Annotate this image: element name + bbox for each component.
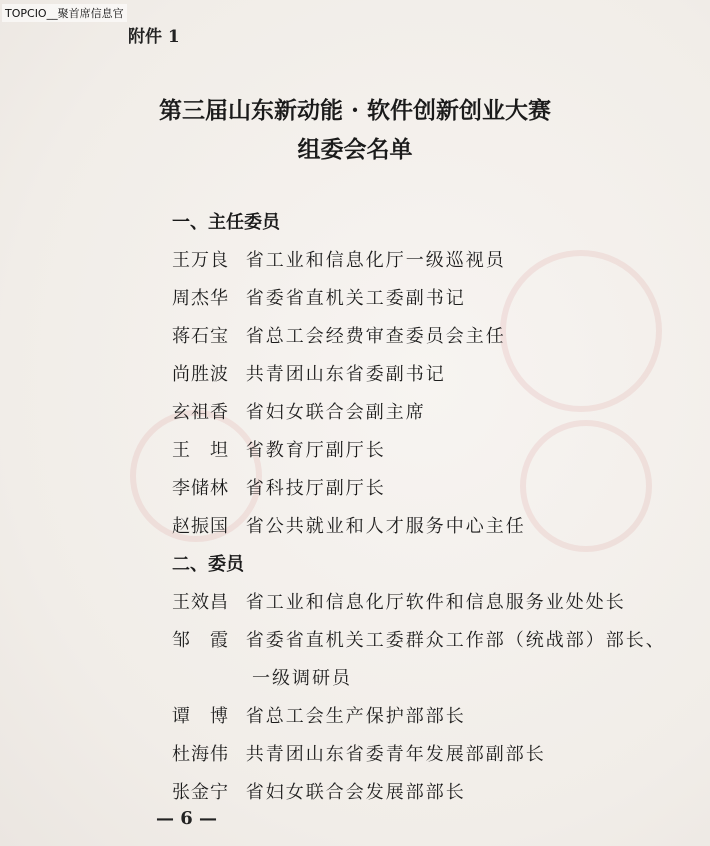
- member-row: [172, 284, 466, 310]
- stamp-shadow: [500, 250, 662, 412]
- member-name: 玄祖香: [172, 402, 229, 423]
- member-position: 共青团山东省委青年发展部副部长: [245, 744, 546, 765]
- document-subtitle: 组委会名单: [297, 136, 413, 163]
- member-row: [172, 702, 466, 728]
- member-name: 王效昌: [172, 592, 229, 613]
- member-name: 王 坦: [172, 440, 229, 461]
- member-name: 周杰华: [172, 288, 229, 309]
- member-position: 省总工会经费审查委员会主任: [245, 326, 506, 347]
- document-title: 第三届山东新动能 · 软件创新创业大赛: [158, 97, 552, 124]
- member-name: 赵振国: [172, 516, 229, 537]
- member-name: 尚胜波: [172, 364, 229, 385]
- member-position: 省工业和信息化厅软件和信息服务业处处长: [245, 592, 626, 613]
- member-name: 杜海伟: [172, 744, 229, 765]
- member-position: 省工业和信息化厅一级巡视员: [245, 250, 506, 271]
- member-row: [172, 398, 426, 424]
- member-row: [172, 626, 666, 652]
- member-position: 省总工会生产保护部部长: [245, 706, 466, 727]
- page-number: — 6 —: [156, 808, 218, 829]
- member-row: [172, 246, 506, 272]
- member-position: 省委省直机关工委群众工作部（统战部）部长、: [245, 630, 666, 651]
- member-position: 省妇女联合会副主席: [245, 402, 426, 423]
- member-position: 省教育厅副厅长: [245, 440, 386, 461]
- member-row: [172, 322, 506, 348]
- member-row: [172, 436, 386, 462]
- attachment-label: 附件 1: [128, 27, 180, 47]
- member-row: [172, 778, 466, 804]
- member-name: 张金宁: [172, 782, 229, 803]
- member-row: [172, 474, 386, 500]
- member-row: [172, 512, 526, 538]
- member-position: 共青团山东省委副书记: [245, 364, 446, 385]
- section-heading-members: 二、委员: [172, 554, 244, 575]
- member-position: 省科技厅副厅长: [245, 478, 386, 499]
- member-name: 蒋石宝: [172, 326, 229, 347]
- member-row: [172, 360, 446, 386]
- member-row: [172, 740, 546, 766]
- bleed-through-text: [420, 10, 572, 37]
- member-name: 李储林: [172, 478, 229, 499]
- member-name: 谭 博: [172, 706, 229, 727]
- member-position: 省委省直机关工委副书记: [245, 288, 466, 309]
- member-row: [172, 588, 626, 614]
- member-position-continued: 一级调研员: [252, 668, 352, 689]
- member-name: 邹 霞: [172, 630, 229, 651]
- member-position: 省公共就业和人才服务中心主任: [245, 516, 526, 537]
- section-heading-directors: 一、主任委员: [172, 212, 280, 233]
- stamp-shadow: [520, 420, 652, 552]
- site-watermark: TOPCIO__聚首席信息官: [2, 4, 127, 22]
- member-name: 王万良: [172, 250, 229, 271]
- member-position: 省妇女联合会发展部部长: [245, 782, 466, 803]
